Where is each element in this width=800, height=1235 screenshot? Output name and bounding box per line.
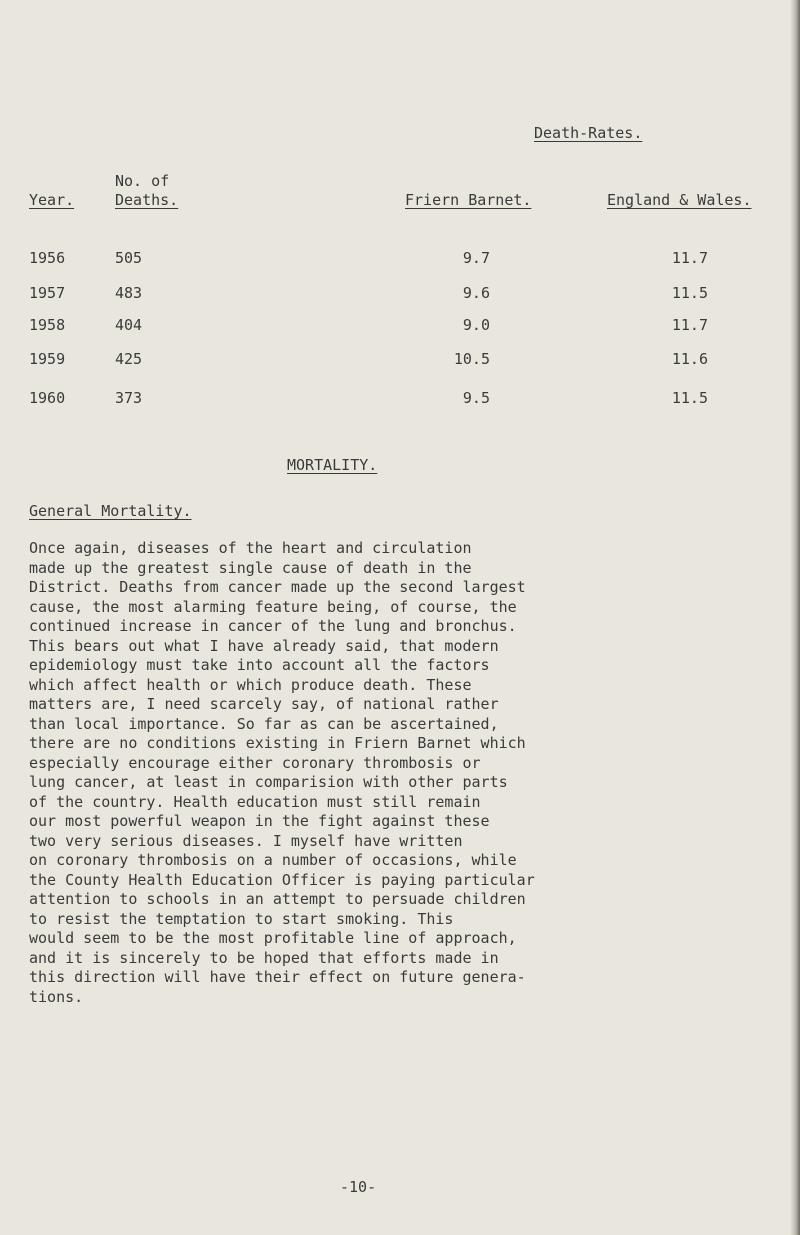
table-row-england-wales-rate: 11.7 — [671, 316, 708, 334]
table-row-friern-barnet-rate: 9.7 — [462, 249, 490, 267]
deaths-header: Deaths. — [115, 191, 179, 209]
table-row-deaths: 373 — [115, 389, 143, 407]
general-mortality-paragraph: Once again, diseases of the heart and circulation made up the greatest single cause of death in the District. Deaths from cancer made up the second largest cause, the most alarming feature being, of course, the continued increase in cancer of the lung and bronchus. This bears out what I have already said, that modern epidemiology must take into account all the factors which affect health or which produce death. These matters are, I need scarcely say, of national rather than local importance. So far as can be ascertained, there are no conditions existing in Friern Barnet which especially encourage either coronary thrombosis or lung cancer, at least in comparision with other parts of the country. Health education must still remain our most powerful weapon in the fight against these two very serious diseases. I myself have written on coronary thrombosis on a number of occasions, while the County Health Education Officer is paying particular attention to schools in an attempt to persuade children to resist the temptation to start smoking. This would seem to be the most profitable line of approach, and it is sincerely to be hoped that efforts made in this direction will have their effect on future genera- tions. — [29, 539, 535, 1006]
table-row-england-wales-rate: 11.5 — [671, 389, 708, 407]
table-row-deaths: 404 — [115, 316, 143, 334]
table-row-year: 1960 — [29, 389, 66, 407]
year-header: Year. — [29, 191, 75, 209]
no-of-header: No. of — [115, 172, 170, 190]
table-row-year: 1959 — [29, 350, 66, 368]
general-mortality-subheading: General Mortality. — [29, 502, 192, 520]
england-wales-header: England & Wales. — [607, 191, 752, 209]
table-row-england-wales-rate: 11.6 — [671, 350, 708, 368]
death-rates-header: Death-Rates. — [534, 124, 643, 142]
table-row-friern-barnet-rate: 9.6 — [462, 284, 490, 302]
table-row-year: 1956 — [29, 249, 66, 267]
table-row-deaths: 483 — [115, 284, 143, 302]
friern-barnet-header: Friern Barnet. — [405, 191, 532, 209]
table-row-year: 1958 — [29, 316, 66, 334]
table-row-year: 1957 — [29, 284, 66, 302]
table-row-friern-barnet-rate: 10.5 — [453, 350, 490, 368]
table-row-friern-barnet-rate: 9.5 — [462, 389, 490, 407]
table-row-deaths: 505 — [115, 249, 143, 267]
table-row-england-wales-rate: 11.5 — [671, 284, 708, 302]
page-edge-shadow — [790, 0, 800, 1235]
table-row-deaths: 425 — [115, 350, 143, 368]
mortality-heading: MORTALITY. — [287, 456, 378, 474]
table-row-friern-barnet-rate: 9.0 — [462, 316, 490, 334]
table-row-england-wales-rate: 11.7 — [671, 249, 708, 267]
page-number: -10- — [340, 1178, 377, 1196]
